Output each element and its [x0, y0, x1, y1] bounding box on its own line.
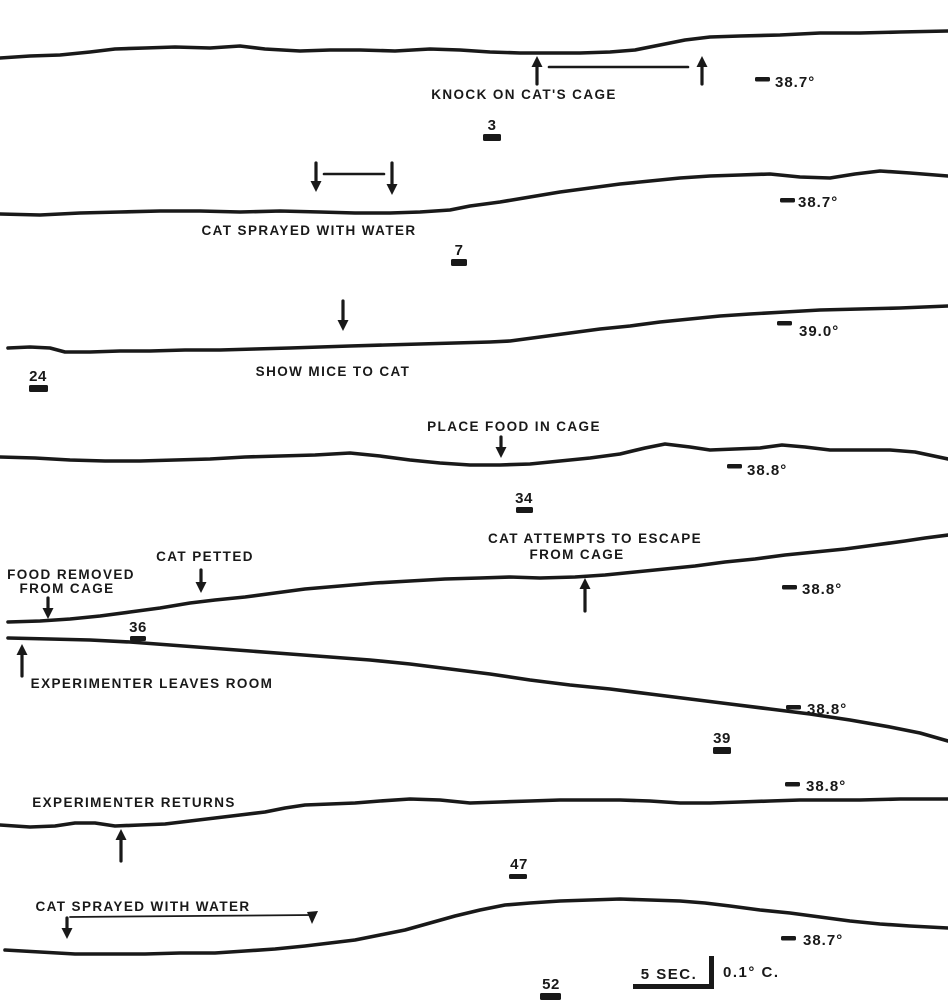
- knock-on-cats-cage-up-arrow-icon-head: [532, 56, 543, 67]
- event-label-cat-sprayed-with-water-2: CAT SPRAYED WITH WATER: [35, 899, 251, 914]
- temp-dash-icon: [785, 782, 800, 787]
- event-label-cat-sprayed-with-water-1: CAT SPRAYED WITH WATER: [201, 223, 417, 238]
- cat-sprayed-with-water-2-connector-line: [70, 915, 312, 917]
- temp-label-3: 38.7°: [775, 74, 816, 91]
- temp-label-36: 38.8°: [802, 581, 843, 598]
- trial-number-34: 34: [515, 490, 533, 507]
- event-label-experimenter-leaves-room: EXPERIMENTER LEAVES ROOM: [30, 676, 274, 691]
- trial-number-7: 7: [454, 242, 464, 259]
- trace-3: [0, 31, 948, 58]
- knock-on-cats-cage-up-arrow-icon-head: [697, 56, 708, 67]
- temp-dash-icon: [755, 77, 770, 82]
- trial-number-24: 24: [29, 368, 47, 385]
- trial-number-3: 3: [487, 117, 497, 134]
- cat-petted-down-arrow-icon-head: [196, 582, 207, 593]
- trace-36: [8, 535, 948, 622]
- trial-marker-blob: [713, 747, 731, 754]
- food-removed-from-cage-down-arrow-icon-head: [43, 608, 54, 619]
- temp-label-34: 38.8°: [747, 462, 788, 479]
- temp-dash-icon: [781, 936, 796, 941]
- experimenter-returns-up-arrow-icon-head: [116, 829, 127, 840]
- temp-dash-icon: [786, 705, 801, 710]
- event-label-food-removed-from-cage: FOOD REMOVED: [7, 567, 135, 582]
- event-label-knock-on-cats-cage: KNOCK ON CAT'S CAGE: [431, 87, 617, 102]
- trial-number-47: 47: [510, 856, 528, 873]
- show-mice-to-cat-down-arrow-icon-head: [338, 320, 349, 331]
- temp-label-39: 38.8°: [807, 701, 848, 718]
- place-food-in-cage-down-arrow-icon-head: [496, 447, 507, 458]
- cat-sprayed-with-water-2-down-arrow-icon-head: [62, 928, 73, 939]
- event-label-food-removed-from-cage-line2: FROM CAGE: [19, 581, 115, 596]
- temp-dash-icon: [780, 198, 795, 203]
- trial-marker-blob: [29, 385, 48, 392]
- temp-dash-icon: [727, 464, 742, 469]
- event-label-cat-attempts-to-escape-from-cage-line2: FROM CAGE: [529, 547, 625, 562]
- trial-marker-blob: [483, 134, 501, 141]
- trace-34: [0, 444, 948, 465]
- temp-dash-icon: [782, 585, 797, 590]
- trial-marker-blob: [540, 993, 561, 1000]
- temp-scale-label: 0.1° C.: [723, 964, 780, 981]
- temp-dash-icon: [777, 321, 792, 326]
- cat-attempts-to-escape-from-cage-up-arrow-icon-head: [580, 578, 591, 589]
- trial-number-36: 36: [129, 619, 147, 636]
- time-scale-bar: [633, 984, 714, 989]
- trial-number-52: 52: [542, 976, 560, 993]
- event-label-experimenter-returns: EXPERIMENTER RETURNS: [32, 795, 236, 810]
- event-label-cat-attempts-to-escape-from-cage: CAT ATTEMPTS TO ESCAPE: [487, 531, 703, 546]
- trial-marker-blob: [516, 507, 533, 513]
- event-label-show-mice-to-cat: SHOW MICE TO CAT: [255, 364, 411, 379]
- time-scale-label: 5 SEC.: [640, 966, 698, 983]
- trial-marker-blob: [509, 874, 527, 879]
- cat-sprayed-with-water-1-down-arrow-icon-head: [311, 181, 322, 192]
- temp-scale-bar: [709, 956, 714, 988]
- temp-label-52: 38.7°: [803, 932, 844, 949]
- temp-label-7: 38.7°: [798, 194, 839, 211]
- trial-marker-blob: [130, 636, 146, 641]
- temp-label-47: 38.8°: [806, 778, 847, 795]
- temp-label-24: 39.0°: [799, 323, 840, 340]
- trial-number-39: 39: [713, 730, 731, 747]
- event-label-cat-petted: CAT PETTED: [156, 549, 254, 564]
- cat-sprayed-with-water-1-down-arrow-icon-head: [387, 184, 398, 195]
- event-label-place-food-in-cage: PLACE FOOD IN CAGE: [427, 419, 601, 434]
- cat-sprayed-with-water-2-connector-arrowhead-icon: [307, 911, 318, 924]
- trial-marker-blob: [451, 259, 467, 266]
- experimenter-leaves-room-up-arrow-icon-head: [17, 644, 28, 655]
